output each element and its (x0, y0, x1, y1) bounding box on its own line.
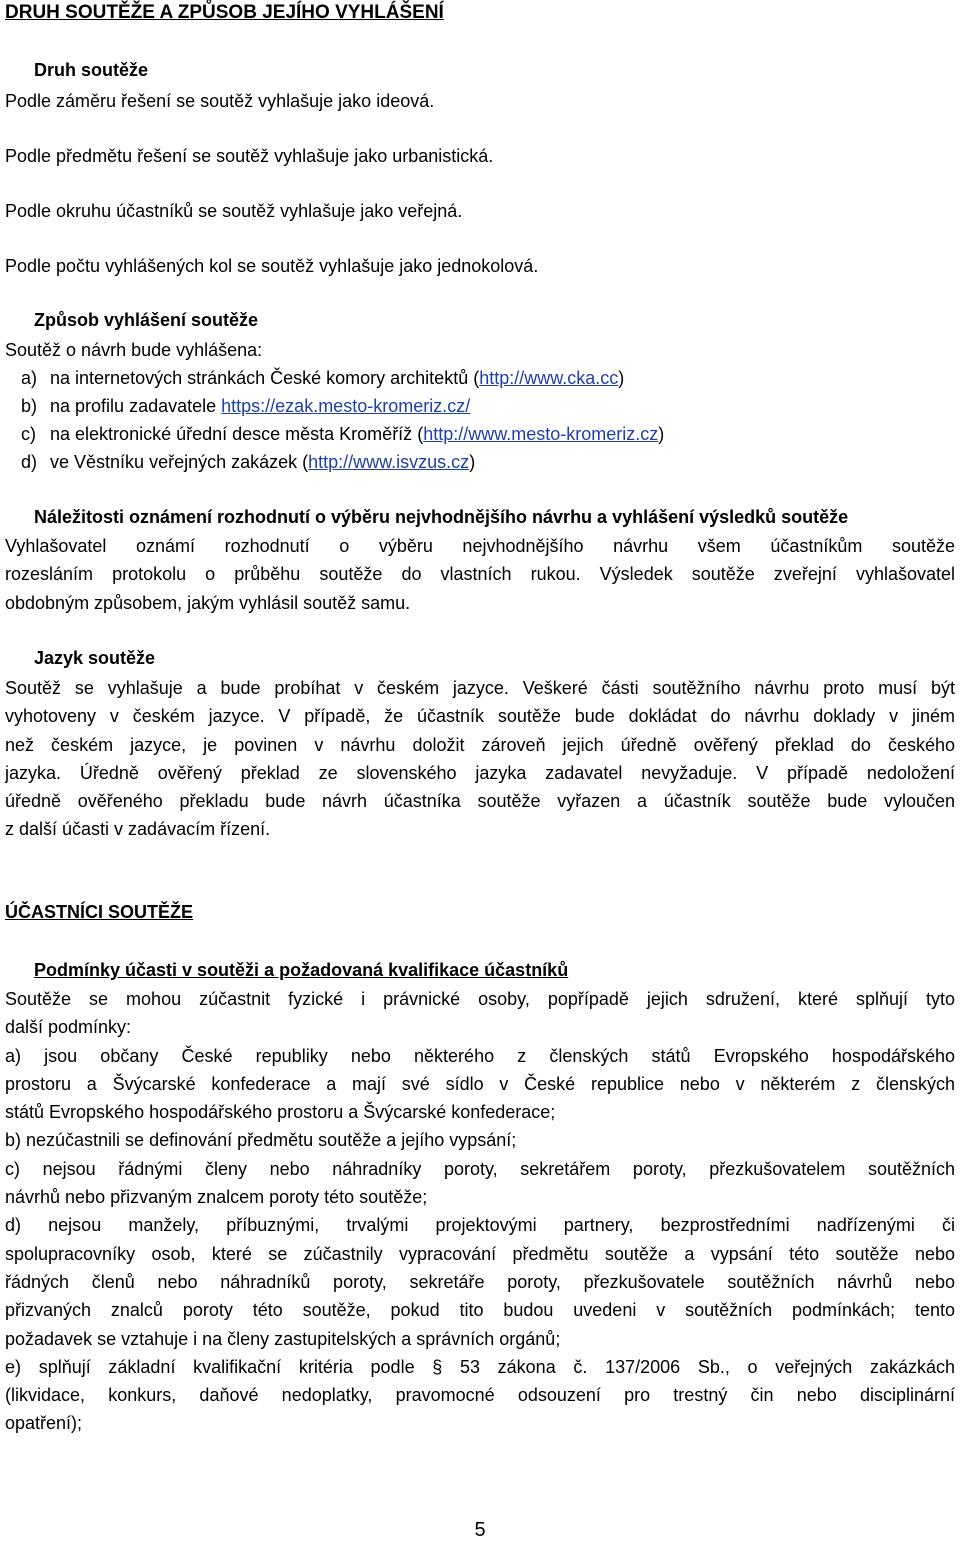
jazyk-heading: Jazyk soutěže (34, 648, 156, 668)
section-title-2: ÚČASTNÍCI SOUTĚŽE (5, 902, 194, 922)
list-item: a) na internetových stránkách České komory architektů (http://www.cka.cc) (21, 368, 625, 388)
kromeriz-link[interactable]: http://www.mesto-kromeriz.cz (423, 424, 659, 444)
page-number: 5 (474, 1519, 486, 1541)
list-item: c) na elektronické úřední desce města Kroměříž (http://www.mesto-kromeriz.cz) (21, 424, 665, 444)
druh-heading: Druh soutěže (34, 60, 149, 80)
podminky-paragraph: Soutěže se mohou zúčastnit fyzické i právnické osoby, popřípadě jejich sdružení, které splňují tyto další podmínky: a) jsou občany České republiky nebo některého z členských států Evropského hospodářského prostoru a Švýcarské konfederace a mají své sídlo v České republice nebo v některém z členských států Evropského hospodářského prostoru a Švýcarské konfederace; b) nezúčastnili se definování předmětu soutěže a jejího vypsání; c) nejsou řádnými členy nebo náhradníky poroty, sekretářem poroty, přezkušovatelem soutěžních návrhů nebo přizvaným znalcem poroty této soutěže; d) nejsou manžely, příbuznými, trvalými projektovými partnery, bezprostředními nadřízenými či spolupracovníky osob, které se zúčastnily vypracování předmětu soutěže a vypsání této soutěže nebo řádných členů nebo náhradníků poroty, sekretáře poroty, přezkušovatele soutěžních návrhů nebo přizvaných znalců poroty této soutěže, pokud tito budou uvedeni v soutěžních podmínkách; tento požadavek se vztahuje i na členy zastupitelských a správních orgánů; e) splňují základní kvalifikační kritéria podle § 53 zákona č. 137/2006 Sb., o veřejných zakázkách (likvidace, konkurs, daňové nedoplatky, pravomocné odsouzení pro trestný čin nebo disciplinární opatření); (5, 989, 955, 1434)
ezak-link[interactable]: https://ezak.mesto-kromeriz.cz/ (221, 396, 471, 416)
druh-line-2: Podle předmětu řešení se soutěž vyhlašuje jako urbanistická. (5, 146, 494, 166)
isvzus-link[interactable]: http://www.isvzus.cz (308, 452, 470, 472)
podminky-heading: Podmínky účasti v soutěži a požadovaná kvalifikace účastníků (34, 960, 569, 980)
nalezitosti-heading: Náležitosti oznámení rozhodnutí o výběru nejvhodnějšího návrhu a vyhlášení výsledků soutěže (34, 507, 849, 527)
zpusob-intro: Soutěž o návrh bude vyhlášena: (5, 340, 263, 360)
druh-line-4: Podle počtu vyhlášených kol se soutěž vyhlašuje jako jednokolová. (5, 256, 539, 276)
cka-link[interactable]: http://www.cka.cc (479, 368, 619, 388)
druh-line-1: Podle záměru řešení se soutěž vyhlašuje jako ideová. (5, 91, 435, 111)
zpusob-heading: Způsob vyhlášení soutěže (34, 310, 259, 330)
list-item: b) na profilu zadavatele https://ezak.mesto-kromeriz.cz/ (21, 396, 471, 416)
druh-line-3: Podle okruhu účastníků se soutěž vyhlašuje jako veřejná. (5, 201, 463, 221)
jazyk-paragraph: Soutěž se vyhlašuje a bude probíhat v českém jazyce. Veškeré části soutěžního návrhu proto musí být vyhotoveny v českém jazyce. V případě, že účastník soutěže bude dokládat do návrhu doklady v jiném než českém jazyce, je povinen v návrhu doložit zároveň jejich úředně ověřený překlad do českého jazyka. Úředně ověřený překlad ze slovenského jazyka zadavatel nevyžaduje. V případě nedoložení úředně ověřeného překladu bude návrh účastníka soutěže vyřazen a účastník soutěže bude vyloučen z další účasti v zadávacím řízení. (5, 678, 955, 840)
nalezitosti-paragraph: Vyhlašovatel oznámí rozhodnutí o výběru nejvhodnějšího návrhu všem účastníkům soutěže rozesláním protokolu o průběhu soutěže do vlastních rukou. Výsledek soutěže zveřejní vyhlašovatel obdobným způsobem, jakým vyhlásil soutěž samu. (5, 536, 955, 613)
section-title: DRUH SOUTĚŽE A ZPŮSOB JEJÍHO VYHLÁŠENÍ (5, 2, 444, 23)
list-item: d) ve Věstníku veřejných zakázek (http://www.isvzus.cz) (21, 452, 476, 472)
